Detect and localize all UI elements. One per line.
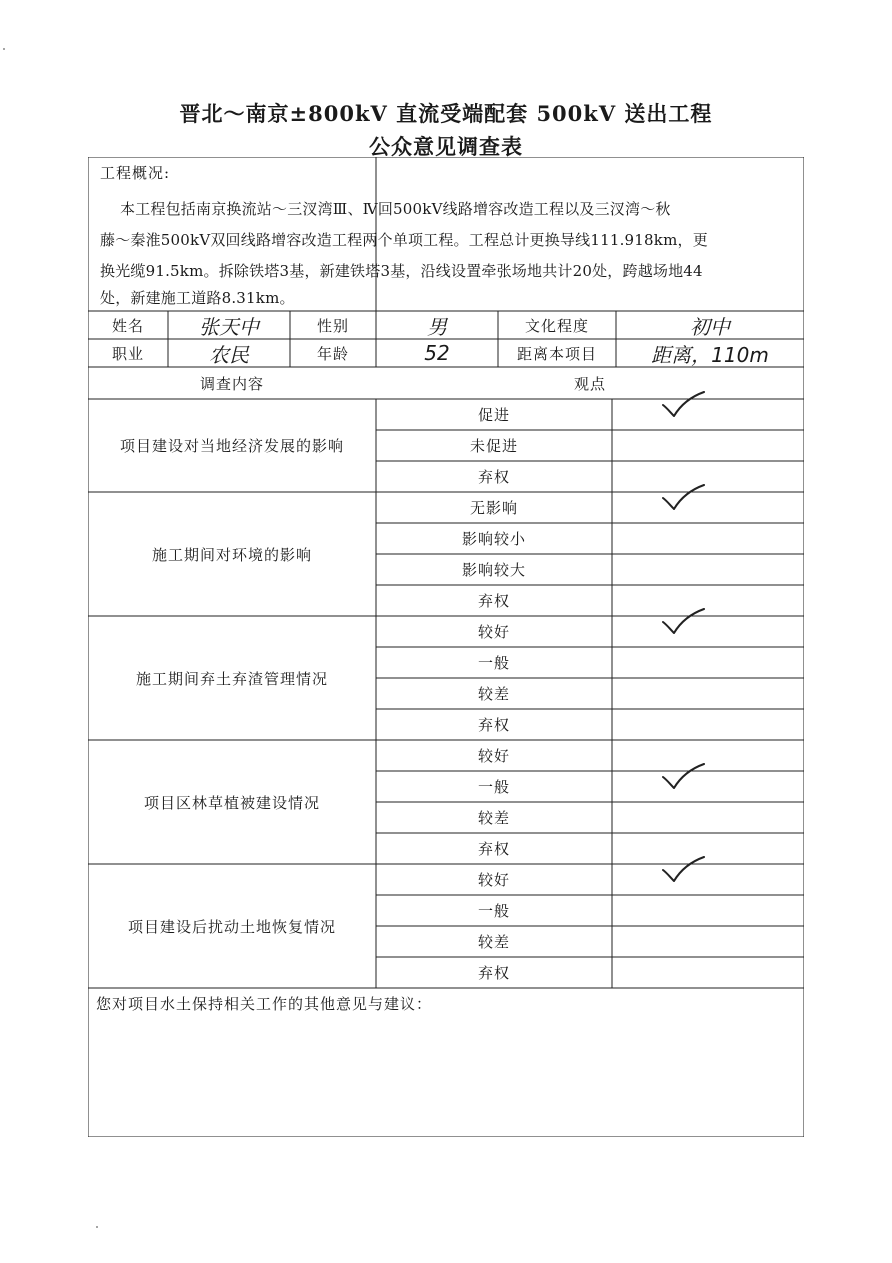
option-label: 弃权	[477, 840, 510, 858]
opinion-column-header: 观点	[573, 374, 606, 393]
option-label: 较好	[477, 623, 510, 641]
option-label: 一般	[477, 778, 510, 796]
overview-line: 处，新建施工道路8.31km。	[100, 289, 295, 307]
option-label: 影响较大	[461, 561, 526, 579]
suggestions-label: 您对项目水土保持相关工作的其他意见与建议：	[96, 995, 433, 1013]
checkmark-icon	[660, 763, 706, 791]
checkmark-icon	[660, 391, 706, 419]
gender-label: 性别	[316, 316, 349, 335]
document-title: 晋北～南京±800kV 直流受端配套 500kV 送出工程	[179, 101, 713, 126]
age-value: 52	[424, 341, 450, 365]
scan-speck	[96, 1226, 98, 1228]
content-column-header: 调查内容	[199, 374, 264, 393]
question-text: 施工期间弃土弃渣管理情况	[135, 669, 328, 688]
option-label: 影响较小	[461, 530, 526, 548]
overview-line: 藤～秦淮500kV双回线路增容改造工程两个单项工程。工程总计更换导线111.918km，更	[100, 231, 708, 249]
distance-value: 距离，110m	[651, 342, 769, 367]
option-check-cell[interactable]	[612, 895, 804, 926]
question-text: 项目建设后扰动土地恢复情况	[127, 917, 336, 936]
overview-heading: 工程概况:	[100, 164, 171, 182]
option-check-cell[interactable]	[612, 957, 804, 988]
option-check-cell[interactable]	[612, 709, 804, 740]
gender-value: 男	[427, 314, 447, 339]
occupation-label: 职业	[111, 344, 144, 363]
occupation-value: 农民	[209, 342, 249, 367]
option-label: 较好	[477, 871, 510, 889]
option-label: 较差	[477, 685, 510, 703]
scan-speck	[3, 48, 5, 50]
option-label: 弃权	[477, 592, 510, 610]
option-check-cell[interactable]	[612, 616, 804, 647]
option-check-cell[interactable]	[612, 399, 804, 430]
option-check-cell[interactable]	[612, 430, 804, 461]
option-check-cell[interactable]	[612, 585, 804, 616]
checkmark-icon	[660, 608, 706, 636]
option-check-cell[interactable]	[612, 647, 804, 678]
question-text: 项目区林草植被建设情况	[143, 793, 320, 812]
option-label: 促进	[477, 406, 510, 424]
option-label: 一般	[477, 654, 510, 672]
overview-line: 本工程包括南京换流站～三汊湾Ⅲ、Ⅳ回500kV线路增容改造工程以及三汊湾～秋	[120, 200, 671, 218]
question-text: 施工期间对环境的影响	[151, 545, 312, 564]
option-label: 一般	[477, 902, 510, 920]
name-label: 姓名	[111, 316, 144, 335]
name-value: 张天中	[199, 314, 259, 339]
option-label: 弃权	[477, 468, 510, 486]
education-label: 文化程度	[524, 316, 589, 335]
option-label: 较好	[477, 747, 510, 765]
distance-label: 距离本项目	[516, 344, 597, 363]
option-check-cell[interactable]	[612, 461, 804, 492]
question-text: 项目建设对当地经济发展的影响	[119, 437, 344, 455]
option-check-cell[interactable]	[612, 523, 804, 554]
option-check-cell[interactable]	[612, 740, 804, 771]
option-check-cell[interactable]	[612, 678, 804, 709]
option-label: 较差	[477, 933, 510, 951]
checkmark-icon	[660, 856, 706, 884]
option-check-cell[interactable]	[612, 864, 804, 895]
option-check-cell[interactable]	[612, 771, 804, 802]
option-check-cell[interactable]	[612, 926, 804, 957]
option-check-cell[interactable]	[612, 833, 804, 864]
option-check-cell[interactable]	[612, 802, 804, 833]
option-label: 弃权	[477, 964, 510, 982]
option-label: 弃权	[477, 716, 510, 734]
option-check-cell[interactable]	[612, 492, 804, 523]
option-label: 无影响	[469, 499, 518, 517]
age-label: 年龄	[316, 344, 349, 363]
document-subtitle: 公众意见调查表	[369, 134, 523, 159]
checkmark-icon	[660, 484, 706, 512]
option-label: 较差	[477, 809, 510, 827]
overview-line: 换光缆91.5km。拆除铁塔3基，新建铁塔3基，沿线设置牵张场地共计20处，跨越场地44	[100, 262, 703, 280]
option-check-cell[interactable]	[612, 554, 804, 585]
education-value: 初中	[690, 314, 730, 339]
survey-form	[88, 157, 804, 1137]
option-label: 未促进	[469, 437, 518, 455]
